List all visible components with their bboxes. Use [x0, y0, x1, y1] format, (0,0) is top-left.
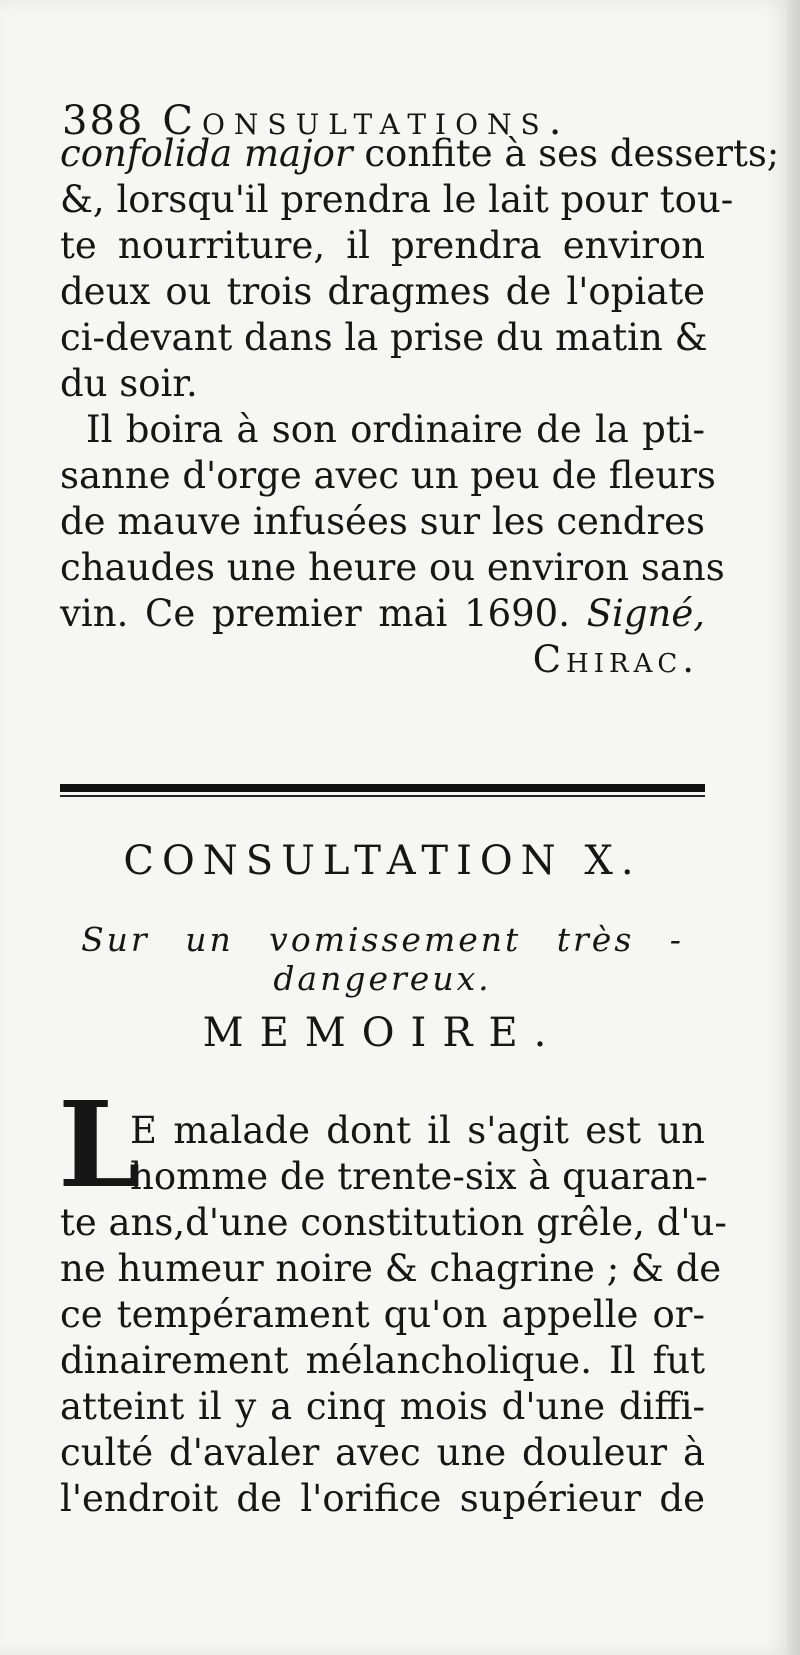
text-line: sanne d'orge avec un peu de fleurs [60, 454, 716, 497]
text-line: du soir. [60, 362, 198, 405]
text-line: dinairement mélancholique. Il fut [60, 1339, 705, 1382]
page-number: 388 [62, 98, 145, 144]
text-line: ne humeur noire & chagrine ; & de [60, 1247, 722, 1290]
text-line: culté d'avaler avec une douleur à [60, 1431, 705, 1474]
page-edge [786, 0, 800, 1655]
text-line: te nourriture, il prendra environ [60, 224, 705, 267]
text-line: homme de trente-six à quaran- [130, 1155, 708, 1198]
section-rule-thin [60, 795, 705, 797]
text-line: atteint il y a cinq mois d'une diffi- [60, 1385, 705, 1428]
memoire-body [60, 1108, 727, 1522]
text-line: E malade dont il s'agit est un [130, 1109, 705, 1152]
memoire-heading: MEMOIRE. [202, 1010, 563, 1056]
text-line: vin. Ce premier mai 1690. Signé, [60, 592, 705, 635]
signature: Chirac. [532, 638, 699, 681]
text-line: deux ou trois dragmes de l'opiate [60, 270, 705, 313]
section-subtitle: Sur un vomissement très - dangereux. [81, 920, 684, 998]
top-paragraphs [60, 131, 780, 683]
text-line: Il boira à son ordinaire de la pti- [86, 408, 705, 451]
text-line: l'endroit de l'orifice supérieur de [60, 1477, 705, 1520]
text-line: &, lorsqu'il prendra le lait pour tou- [60, 178, 734, 221]
drop-cap: L [58, 1075, 141, 1214]
running-title: Consultations. [162, 98, 571, 144]
text-line: de mauve infusées sur les cendres [60, 500, 706, 543]
text-line: confolida major confite à ses desserts; [60, 132, 780, 175]
text-line: te ans,d'une constitution grêle, d'u- [60, 1201, 727, 1244]
section-heading: CONSULTATION X. [123, 838, 642, 884]
text-line: chaudes une heure ou environ sans [60, 546, 725, 589]
section-rule [60, 784, 705, 792]
text-line: ci-devant dans la prise du matin & [60, 316, 708, 359]
text-line: ce tempérament qu'on appelle or- [60, 1293, 705, 1336]
